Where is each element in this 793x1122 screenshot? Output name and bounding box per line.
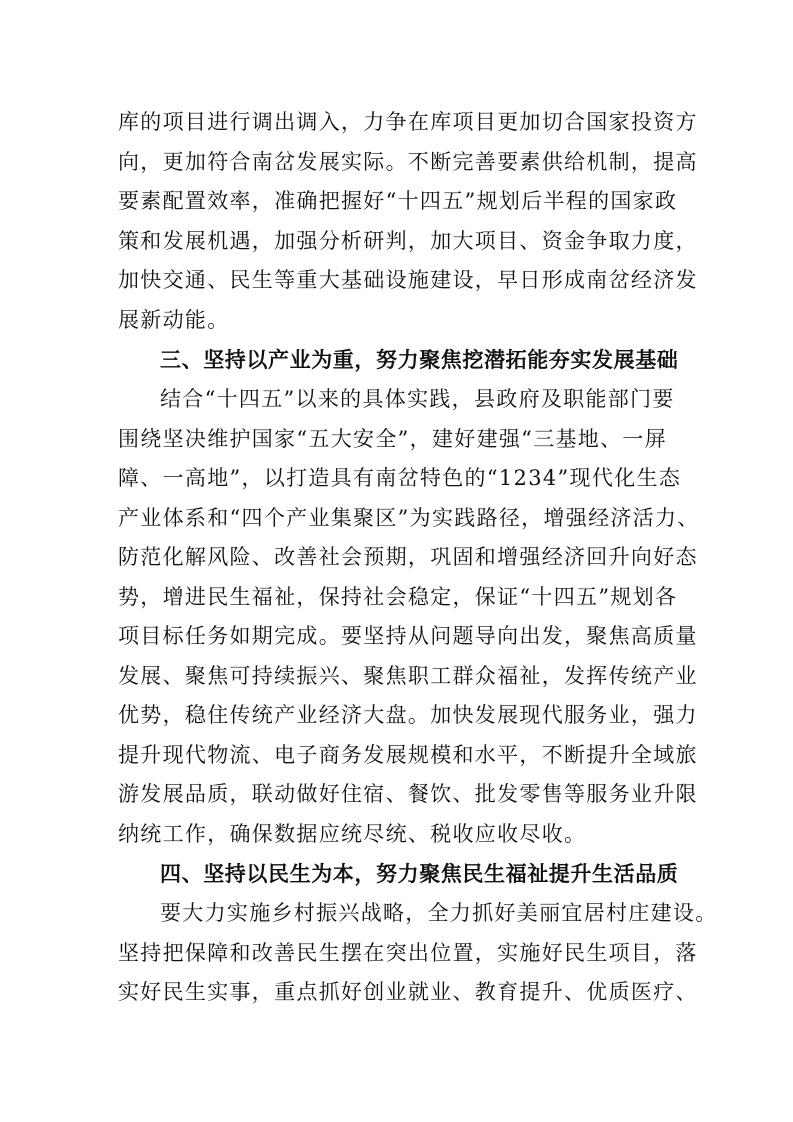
paragraph-line: 库的项目进行调出调入，力争在库项目更加切合国家投资方 bbox=[118, 110, 698, 134]
paragraph-line: 要素配置效率，准确把握好“十四五”规划后半程的国家政 bbox=[118, 189, 678, 213]
paragraph-line: 发展、聚焦可持续振兴、聚焦职工群众福祉，发挥传统产业 bbox=[118, 664, 698, 688]
paragraph-line: 策和发展机遇，加强分析研判，加大项目、资金争取力度， bbox=[118, 229, 698, 253]
paragraph-line: 向，更加符合南岔发展实际。不断完善要素供给机制，提高 bbox=[118, 150, 698, 174]
paragraph-line: 纳统工作，确保数据应统尽统、税收应收尽收。 bbox=[118, 822, 587, 846]
paragraph-line: 结合“十四五”以来的具体实践，县政府及职能部门要 bbox=[160, 387, 675, 411]
paragraph-line: 加快交通、民生等重大基础设施建设，早日形成南岔经济发 bbox=[118, 268, 698, 292]
paragraph-line: 项目标任务如期完成。要坚持从问题导向出发，聚焦高质量 bbox=[118, 624, 698, 648]
paragraph-line: 要大力实施乡村振兴战略，全力抓好美丽宜居村庄建设。 bbox=[160, 901, 718, 925]
paragraph-line: 产业体系和“四个产业集聚区”为实践路径，增强经济活力、 bbox=[118, 506, 700, 530]
paragraph-line: 展新动能。 bbox=[118, 308, 230, 332]
paragraph-line: 势，增进民生福祉，保持社会稳定，保证“十四五”规划各 bbox=[118, 585, 678, 609]
paragraph-line: 实好民生实事，重点抓好创业就业、教育提升、优质医疗、 bbox=[118, 980, 698, 1004]
paragraph-line: 障、一高地”，以打造具有南岔特色的“1234”现代化生态 bbox=[118, 466, 682, 490]
paragraph-line: 游发展品质，联动做好住宿、餐饮、批发零售等服务业升限 bbox=[118, 782, 698, 806]
paragraph-line: 围绕坚决维护国家“五大安全”，建好建强“三基地、一屏 bbox=[118, 427, 668, 451]
section-heading-4: 四、坚持以民生为本，努力聚焦民生福祉提升生活品质 bbox=[160, 862, 679, 886]
paragraph-line: 优势，稳住传统产业经济大盘。加快发展现代服务业，强力 bbox=[118, 703, 698, 727]
paragraph-line: 防范化解风险、改善社会预期，巩固和增强经济回升向好态 bbox=[118, 545, 698, 569]
paragraph-line: 坚持把保障和改善民生摆在突出位置，实施好民生项目，落 bbox=[118, 941, 698, 965]
paragraph-line: 提升现代物流、电子商务发展规模和水平，不断提升全域旅 bbox=[118, 743, 698, 767]
section-heading-3: 三、坚持以产业为重，努力聚焦挖潜拓能夯实发展基础 bbox=[160, 348, 679, 372]
